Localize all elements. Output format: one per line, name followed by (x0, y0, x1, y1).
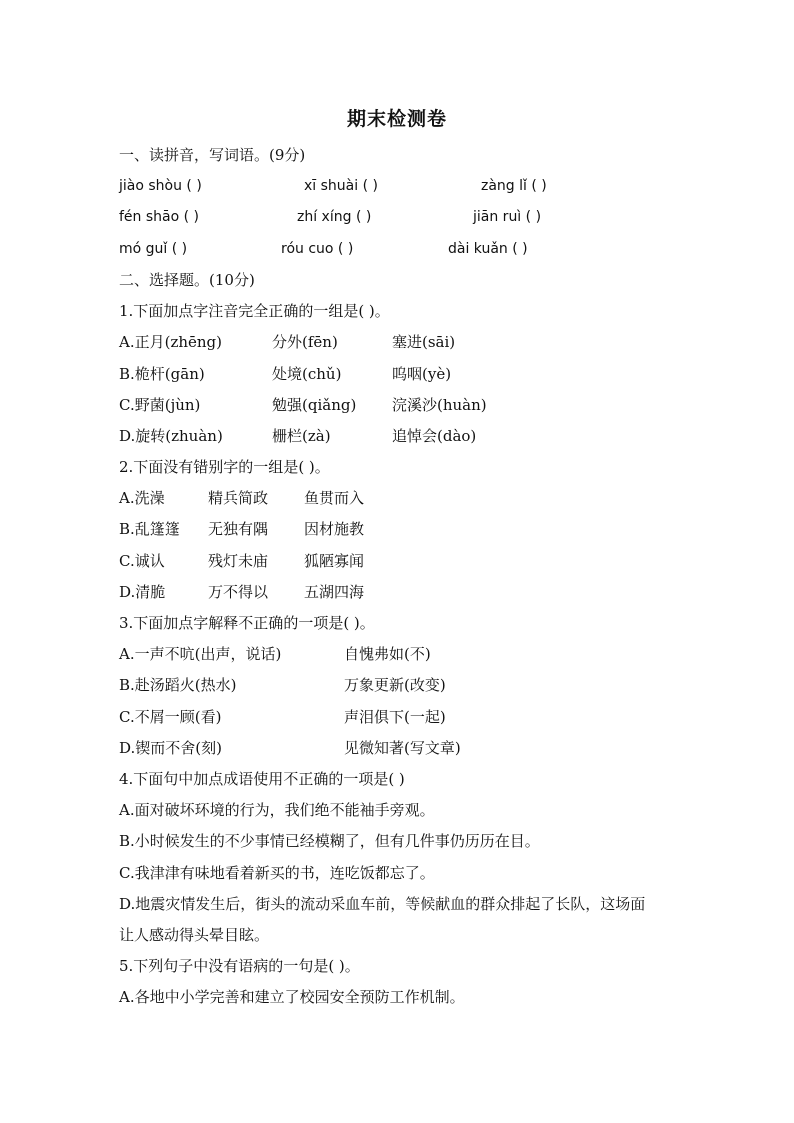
option-text: D.清脆 (119, 583, 166, 601)
option-text: 万象更新(改变) (344, 676, 446, 694)
option-text: D.锲而不舍(刻) (119, 739, 222, 757)
option-text: A.正月(zhēng) (119, 333, 223, 351)
option-text: 精兵简政 (208, 489, 269, 507)
option-text: B.乱篷篷 (119, 520, 180, 538)
option-text: C.不屑一顾(看) (119, 708, 222, 726)
option-text: A.一声不吭(出声，说话) (119, 645, 282, 663)
option-text: 处境(chǔ) (272, 365, 342, 383)
option-text: D.旋转(zhuàn) (119, 427, 223, 445)
option-text: B.桅杆(gān) (119, 365, 205, 383)
pinyin-item: dài kuǎn ( ) (448, 241, 528, 257)
section-2-heading: 二、选择题。(10分) (119, 271, 255, 289)
option-text: 呜咽(yè) (392, 365, 452, 383)
question-stem: 2.下面没有错别字的一组是( )。 (119, 458, 330, 476)
option-text: 无独有隅 (208, 520, 269, 538)
question-stem: 3.下面加点字解释不正确的一项是( )。 (119, 614, 375, 632)
option-text: 勉强(qiǎng) (272, 396, 357, 414)
option-text: 残灯未庙 (208, 552, 269, 570)
pinyin-item: zhí xíng ( ) (297, 209, 372, 225)
pinyin-item: jiān ruì ( ) (473, 209, 542, 225)
option-text: C.野菌(jùn) (119, 396, 201, 414)
option-text: D.地震灾情发生后，街头的流动采血车前，等候献血的群众排起了长队，这场面 (119, 895, 646, 913)
option-text: C.诚认 (119, 552, 165, 570)
option-text: 自愧弗如(不) (344, 645, 431, 663)
option-text: 分外(fēn) (272, 333, 338, 351)
pinyin-item: zàng lǐ ( ) (481, 178, 547, 194)
option-text: 五湖四海 (304, 583, 365, 601)
question-stem: 4.下面句中加点成语使用不正确的一项是( ) (119, 770, 405, 788)
option-text: 栅栏(zà) (272, 427, 331, 445)
option-text: 万不得以 (208, 583, 269, 601)
option-text: 追悼会(dào) (392, 427, 477, 445)
option-text: A.洗澡 (119, 489, 165, 507)
option-text: 鱼贯而入 (304, 489, 365, 507)
option-text: A.各地中小学完善和建立了校园安全预防工作机制。 (119, 988, 465, 1006)
question-stem: 5.下列句子中没有语病的一句是( )。 (119, 957, 360, 975)
option-text: B.小时候发生的不少事情已经模糊了，但有几件事仍历历在目。 (119, 832, 540, 850)
option-text: 声泪俱下(一起) (344, 708, 446, 726)
pinyin-item: róu cuo ( ) (281, 241, 354, 257)
option-text: B.赴汤蹈火(热水) (119, 676, 237, 694)
option-text: 塞进(sāi) (392, 333, 456, 351)
section-1-heading: 一、读拼音，写词语。(9分) (119, 146, 306, 164)
option-text: A.面对破坏环境的行为，我们绝不能袖手旁观。 (119, 801, 435, 819)
pinyin-item: xī shuài ( ) (304, 178, 378, 194)
option-text: 因材施教 (304, 520, 365, 538)
question-stem: 1.下面加点字注音完全正确的一组是( )。 (119, 302, 390, 320)
option-text: C.我津津有味地看着新买的书，连吃饭都忘了。 (119, 864, 435, 882)
page-title: 期末检测卷 (346, 108, 447, 130)
option-text: 让人感动得头晕目眩。 (119, 926, 270, 944)
option-text: 狐陋寡闻 (304, 552, 365, 570)
pinyin-item: fén shāo ( ) (119, 209, 200, 225)
pinyin-item: mó guǐ ( ) (119, 241, 188, 257)
pinyin-item: jiào shòu ( ) (119, 178, 202, 194)
option-text: 浣溪沙(huàn) (392, 396, 487, 414)
option-text: 见微知著(写文章) (344, 739, 461, 757)
